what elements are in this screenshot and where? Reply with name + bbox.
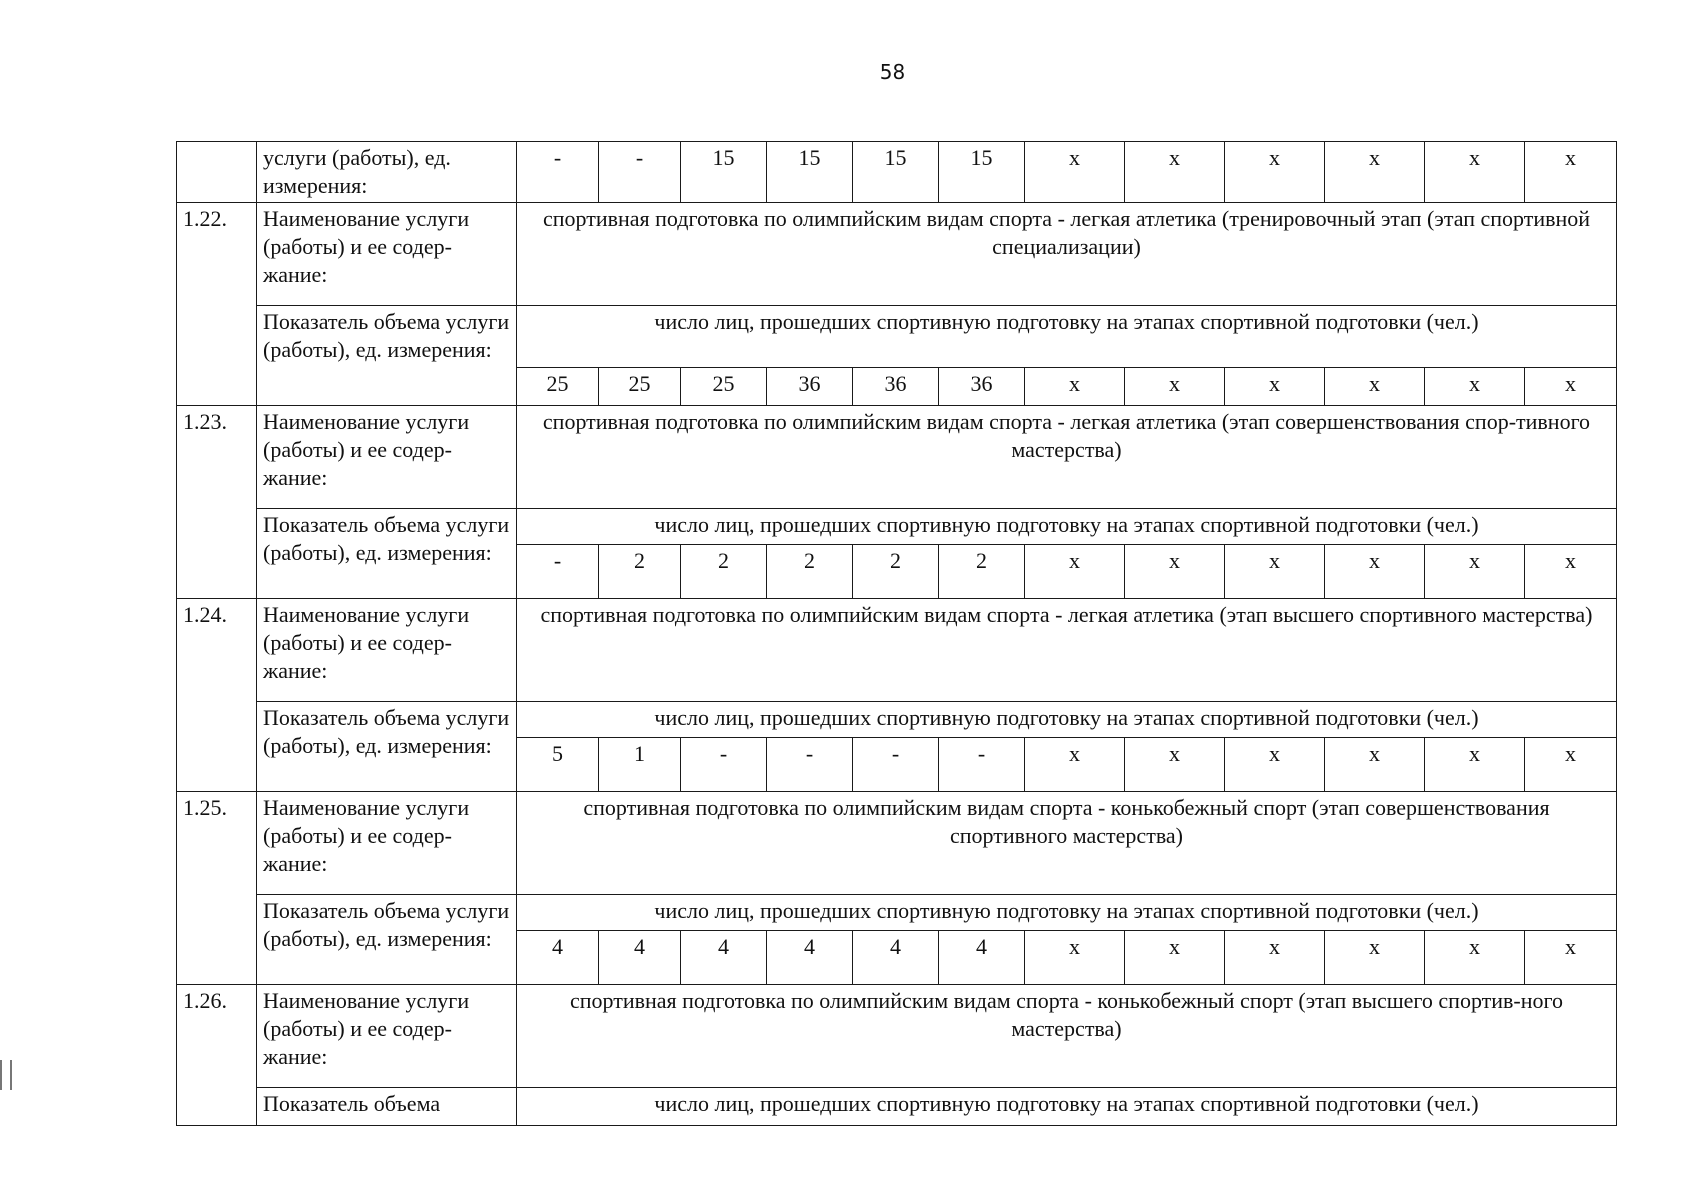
item-number: 1.26. [177,985,257,1126]
value-cell: 2 [681,545,767,599]
value-cell: x [1025,738,1125,792]
value-cell: x [1025,545,1125,599]
value-cell: x [1525,142,1617,203]
value-cell: x [1525,545,1617,599]
item-number: 1.25. [177,792,257,985]
value-cell: 4 [681,931,767,985]
item-number: 1.22. [177,203,257,406]
value-cell: 25 [599,368,681,406]
name-label: Наименование услуги (работы) и ее содер-жание: [257,792,517,895]
table-row-continuation [177,142,1617,203]
value-cell: - [681,738,767,792]
value-cell: x [1525,738,1617,792]
value-cell: - [599,142,681,203]
item-number-cell [177,142,257,203]
value-cell: 4 [853,931,939,985]
indicator-label: Показатель объема [257,1088,517,1126]
value-cell: x [1425,738,1525,792]
value-cell: 15 [681,142,767,203]
value-cell: x [1225,368,1325,406]
value-cell: - [517,545,599,599]
value-cell: x [1425,368,1525,406]
value-cell: x [1125,738,1225,792]
name-label: Наименование услуги (работы) и ее содер-жание: [257,985,517,1088]
table-body [177,142,1617,1126]
table-row-item-1-23-indicator [177,509,1617,545]
value-cell: x [1425,545,1525,599]
value-cell: 2 [939,545,1025,599]
value-cell: x [1425,142,1525,203]
indicator-label: Показатель объема услуги (работы), ед. измерения: [257,509,517,599]
value-cell: x [1325,931,1425,985]
indicator-value: число лиц, прошедших спортивную подготовку на этапах спортивной подготовки (чел.) [517,306,1617,368]
value-cell: - [767,738,853,792]
value-cell: x [1225,142,1325,203]
value-cell: x [1025,368,1125,406]
value-cell: 36 [767,368,853,406]
value-cell: 25 [681,368,767,406]
name-label: Наименование услуги (работы) и ее содер-жание: [257,203,517,306]
value-cell: x [1525,931,1617,985]
indicator-value: число лиц, прошедших спортивную подготовку на этапах спортивной подготовки (чел.) [517,1088,1617,1126]
table-row-item-1-24-indicator [177,702,1617,738]
value-cell: - [939,738,1025,792]
service-name: спортивная подготовка по олимпийским видам спорта - легкая атлетика (этап высшего спортивного мастерства) [517,599,1617,702]
value-cell: 5 [517,738,599,792]
table-row-item-1-25-name [177,792,1617,895]
name-label: Наименование услуги (работы) и ее содер-жание: [257,406,517,509]
value-cell: x [1125,931,1225,985]
value-cell: x [1025,931,1125,985]
value-cell: 4 [767,931,853,985]
value-cell: x [1025,142,1125,203]
table-row-item-1-22-indicator [177,306,1617,368]
service-volume-table [176,141,1617,1126]
value-cell: 1 [599,738,681,792]
value-cell: 36 [853,368,939,406]
value-cell: 4 [517,931,599,985]
value-cell: x [1225,738,1325,792]
value-cell: 4 [939,931,1025,985]
value-cell: 4 [599,931,681,985]
value-cell: x [1325,368,1425,406]
value-cell: 15 [939,142,1025,203]
value-cell: x [1225,931,1325,985]
value-cell: x [1225,545,1325,599]
indicator-label: Показатель объема услуги (работы), ед. измерения: [257,702,517,792]
value-cell: x [1125,142,1225,203]
indicator-label: Показатель объема услуги (работы), ед. измерения: [257,895,517,985]
service-name: спортивная подготовка по олимпийским видам спорта - конькобежный спорт (этап совершенствования спортивного мастерства) [517,792,1617,895]
item-number: 1.23. [177,406,257,599]
service-name: спортивная подготовка по олимпийским видам спорта - легкая атлетика (этап совершенствования спор-тивного мастерства) [517,406,1617,509]
indicator-label-cell: услуги (работы), ед. измерения: [257,142,517,203]
value-cell: 36 [939,368,1025,406]
value-cell: x [1125,545,1225,599]
table-row-item-1-22-name [177,203,1617,306]
value-cell: 15 [853,142,939,203]
indicator-value: число лиц, прошедших спортивную подготовку на этапах спортивной подготовки (чел.) [517,702,1617,738]
name-label: Наименование услуги (работы) и ее содер-жание: [257,599,517,702]
table-row-item-1-23-name [177,406,1617,509]
indicator-label: Показатель объема услуги (работы), ед. измерения: [257,306,517,406]
value-cell: 2 [767,545,853,599]
service-name: спортивная подготовка по олимпийским видам спорта - легкая атлетика (тренировочный этап (этап спортивной специализации) [517,203,1617,306]
value-cell: x [1425,931,1525,985]
value-cell: x [1325,545,1425,599]
value-cell: 2 [599,545,681,599]
value-cell: x [1125,368,1225,406]
value-cell: - [517,142,599,203]
table-row-item-1-24-name [177,599,1617,702]
value-cell: - [853,738,939,792]
value-cell: x [1325,142,1425,203]
value-cell: x [1525,368,1617,406]
service-name: спортивная подготовка по олимпийским видам спорта - конькобежный спорт (этап высшего спортив-ного мастерства) [517,985,1617,1088]
value-cell: x [1325,738,1425,792]
value-cell: 25 [517,368,599,406]
item-number: 1.24. [177,599,257,792]
table-row-item-1-26-name [177,985,1617,1088]
indicator-value: число лиц, прошедших спортивную подготовку на этапах спортивной подготовки (чел.) [517,509,1617,545]
value-cell: 2 [853,545,939,599]
table-row-item-1-25-indicator [177,895,1617,931]
table-row-item-1-26-indicator [177,1088,1617,1126]
scan-edge-mark [0,1060,12,1090]
page-number: 58 [879,60,906,84]
value-cell: 15 [767,142,853,203]
indicator-value: число лиц, прошедших спортивную подготовку на этапах спортивной подготовки (чел.) [517,895,1617,931]
